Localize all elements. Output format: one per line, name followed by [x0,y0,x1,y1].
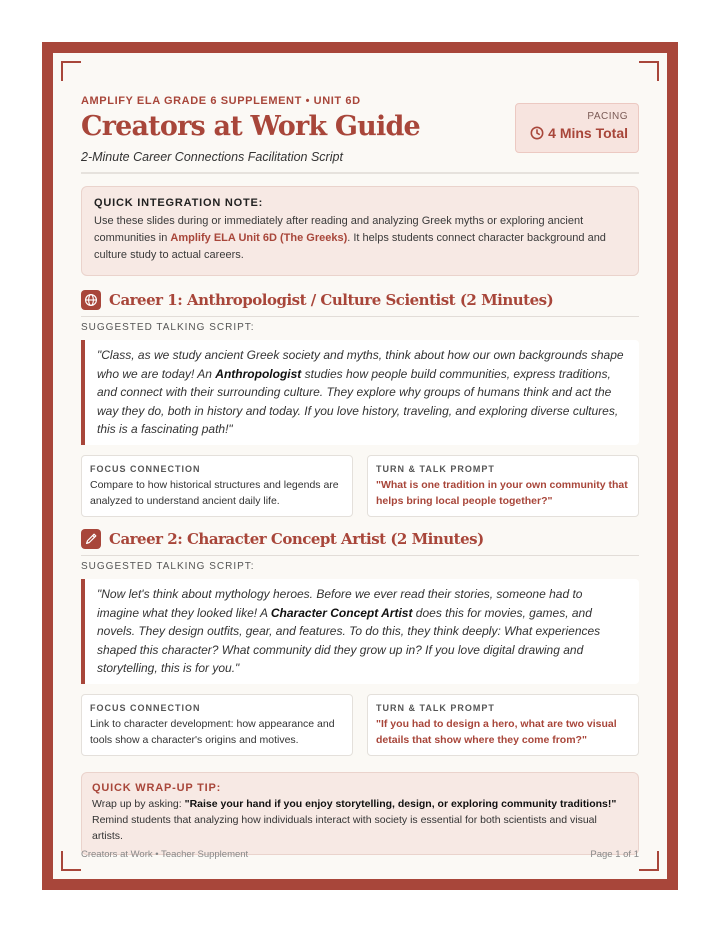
section-divider [81,555,639,556]
eyebrow: AMPLIFY ELA GRADE 6 SUPPLEMENT • UNIT 6D [81,95,361,107]
career-1-cards [81,455,639,517]
page-title: Creators at Work Guide [81,111,420,142]
career-1-heading [81,290,639,310]
focus-connection-card [81,455,353,517]
wrapup-question: "Raise your hand if you enjoy storytelling, design, or exploring community traditions!" [184,797,617,810]
pacing-label: PACING [587,111,628,122]
turn-talk-card [367,455,639,517]
pacing-value: 4 Mins Total [548,125,628,141]
main-content [81,95,639,855]
career-2-script [81,579,639,684]
globe-icon [81,290,101,310]
note-body [94,213,626,264]
card-label: FOCUS CONNECTION [90,702,201,713]
script-keyword: Anthropologist [215,366,302,381]
corner-mark [61,851,81,871]
wrapup-body [92,796,628,844]
career-2-title: Career 2: Character Concept Artist (2 Minutes) [109,529,484,548]
pacing-value-row [516,125,628,141]
career-1-title: Career 1: Anthropologist / Culture Scientist (2 Minutes) [109,291,554,309]
note-text-end: . It helps students connect character background and culture study to actual careers. [94,232,606,261]
script-text-end: studies how people build communities, express traditions, and connect with their surrounding culture. They explore why groups of humans think and act the way they do, both in history and today. If you love history, traveling, and exploring diverse cultures, this is a fascinating path!" [97,366,619,437]
clock-icon [530,126,544,140]
page-subtitle: 2-Minute Career Connections Facilitation Script [81,150,343,164]
card-label: TURN & TALK PROMPT [376,702,495,713]
corner-mark [61,61,81,81]
corner-mark [639,61,659,81]
header [81,95,639,174]
page-frame [42,42,678,890]
script-text: "Class, as we study ancient Greek society and myths, think about how our own backgrounds shape who we are today! An [97,348,624,381]
script-text-end: does this for movies, games, and novels. They design outfits, gear, and features. To do this, they think deeply: What experiences shaped this character? What community did they grow up in? If you love digital drawing and storytelling, this is for you." [97,605,601,676]
footer-left: Creators at Work • Teacher Supplement [81,849,249,860]
wrapup-tip [81,772,639,855]
card-text: Link to character development: how appearance and tools show a character's origins and motives. [90,717,335,746]
pencil-icon [81,529,101,549]
wrapup-title: QUICK WRAP-UP TIP: [92,781,222,794]
script-label: SUGGESTED TALKING SCRIPT: [81,560,255,572]
note-title: QUICK INTEGRATION NOTE: [94,197,264,209]
career-2-heading [81,529,639,549]
wrapup-text: Wrap up by asking: [92,797,185,810]
script-keyword: Character Concept Artist [270,605,413,620]
focus-connection-card [81,694,353,756]
career-2-cards [81,694,639,756]
page-number: Page 1 of 1 [590,849,639,860]
turn-talk-card [367,694,639,756]
card-prompt: "If you had to design a hero, what are two visual details that show where they come from?" [376,717,617,746]
integration-note [81,186,639,276]
script-label: SUGGESTED TALKING SCRIPT: [81,322,255,333]
note-text: Use these slides during or immediately after reading and analyzing Greek myths or exploring ancient communities in [94,215,584,244]
card-label: TURN & TALK PROMPT [376,463,495,474]
header-divider [81,172,639,174]
script-text: "Now let's think about mythology heroes. Before we ever read their stories, someone had to imagine what they looked like! A [97,586,583,620]
card-text: Compare to how historical structures and legends are analyzed to understand ancient daily life. [90,478,339,507]
card-label: FOCUS CONNECTION [90,463,201,474]
card-prompt: "What is one tradition in your own community that helps bring local people together?" [376,478,628,507]
corner-mark [639,851,659,871]
footer [81,849,639,860]
career-1-script [81,340,639,445]
section-divider [81,316,639,317]
pacing-badge [515,103,639,153]
wrapup-text-end: Remind students that analyzing how individuals interact with society is essential for both scientists and visual artists. [92,813,597,842]
note-highlight: Amplify ELA Unit 6D (The Greeks) [170,232,348,244]
page [53,53,667,879]
